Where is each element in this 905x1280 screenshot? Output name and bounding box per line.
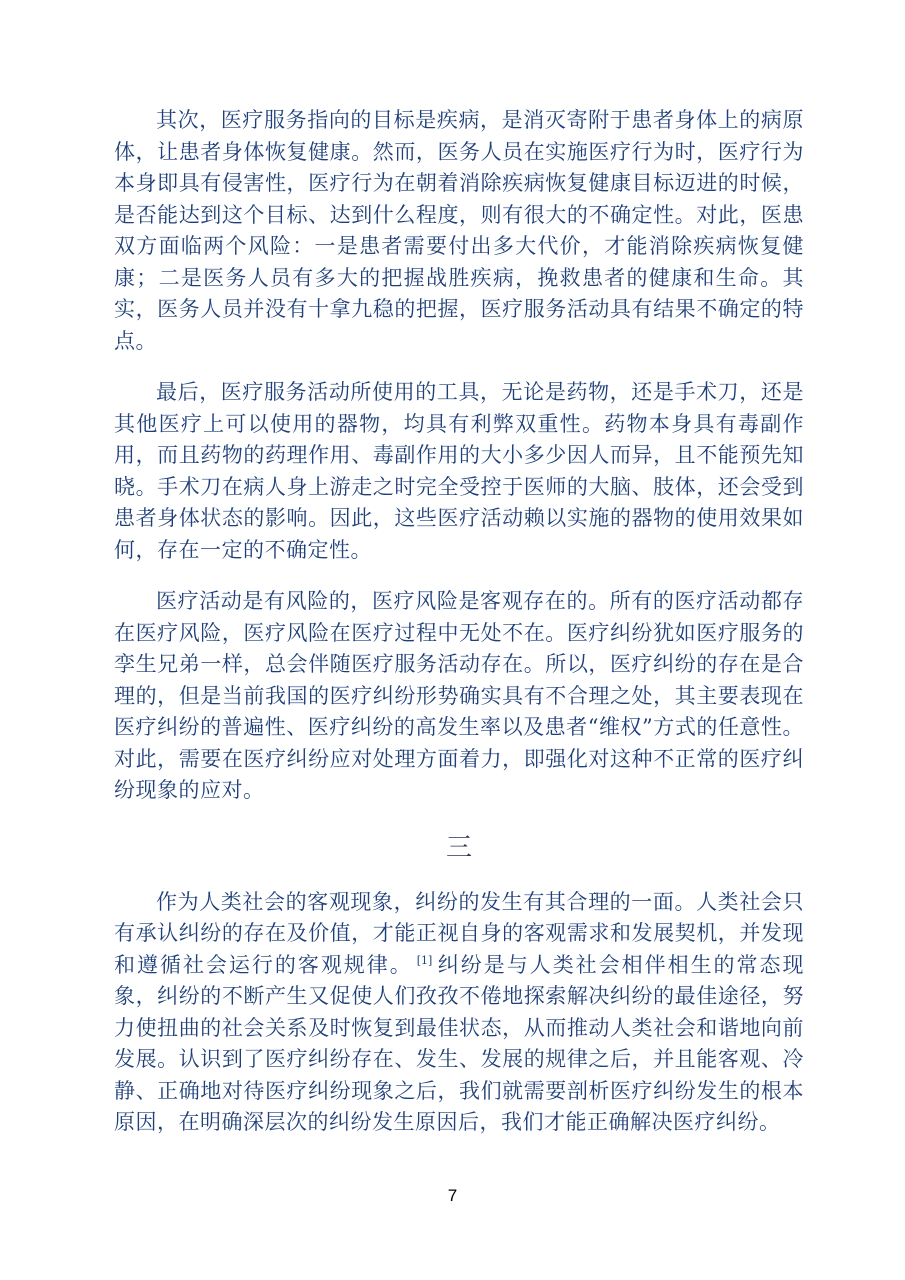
paragraph-text-part-1: 作为人类社会的客观现象，纠纷的发生有其合理的一面。人类社会只有承认纠纷的存在及价值，才能正视自身的客观需求和发展契机，并发现和遵循社会运行的客观规律。 xyxy=(114,889,804,977)
section-heading: 三 xyxy=(445,832,472,863)
paragraph-text-part-2: 纠纷是与人类社会相伴相生的常态现象，纠纷的不断产生又促使人们孜孜不倦地探索解决纠纷的最佳途径，努力使扭曲的社会关系及时恢复到最佳状态，从而推动人类社会和谐地向前发展。认识到了医疗纠纷存在、发生、发展的规律之后，并且能客观、冷静、正确地对待医疗纠纷现象之后，我们就需要剖析医疗纠纷发生的根本原因，在明确深层次的纠纷发生原因后，我们才能正确解决医疗纠纷。 xyxy=(114,952,804,1134)
paragraph-secondly: 其次，医疗服务指向的目标是疾病，是消灭寄附于患者身体上的病原体，让患者身体恢复健康。然而，医务人员在实施医疗行为时，医疗行为本身即具有侵害性，医疗行为在朝着消除疾病恢复健康目标迈进的时候，是否能达到这个目标、达到什么程度，则有很大的不确定性。对此，医患双方面临两个风险：一是患者需要付出多大代价，才能消除疾病恢复健康；二是医务人员有多大的把握战胜疾病，挽救患者的健康和生命。其实，医务人员并没有十拿九稳的把握，医疗服务活动具有结果不确定的特点。 xyxy=(114,108,804,353)
footnote-reference[interactable]: [1] xyxy=(416,953,433,967)
paragraph-dispute-nature xyxy=(114,887,804,1139)
paragraph-medical-risk: 医疗活动是有风险的，医疗风险是客观存在的。所有的医疗活动都存在医疗风险，医疗风险在医疗过程中无处不在。医疗纠纷犹如医疗服务的孪生兄弟一样，总会伴随医疗服务活动存在。所以，医疗纠纷的存在是合理的，但是当前我国的医疗纠纷形势确实具有不合理之处，其主要表现在医疗纠纷的普遍性、医疗纠纷的高发生率以及患者“维权”方式的任意性。对此，需要在医疗纠纷应对处理方面着力，即强化对这种不正常的医疗纠纷现象的应对。 xyxy=(114,589,804,802)
page-content xyxy=(114,105,804,1139)
paragraph-finally: 最后，医疗服务活动所使用的工具，无论是药物，还是手术刀，还是其他医疗上可以使用的器物，均具有利弊双重性。药物本身具有毒副作用，而且药物的药理作用、毒副作用的大小多少因人而异，且不能预先知晓。手术刀在病人身上游走之时完全受控于医师的大脑、肢体，还会受到患者身体状态的影响。因此，这些医疗活动赖以实施的器物的使用效果如何，存在一定的不确定性。 xyxy=(114,380,804,562)
page-number: 7 xyxy=(447,1186,458,1205)
